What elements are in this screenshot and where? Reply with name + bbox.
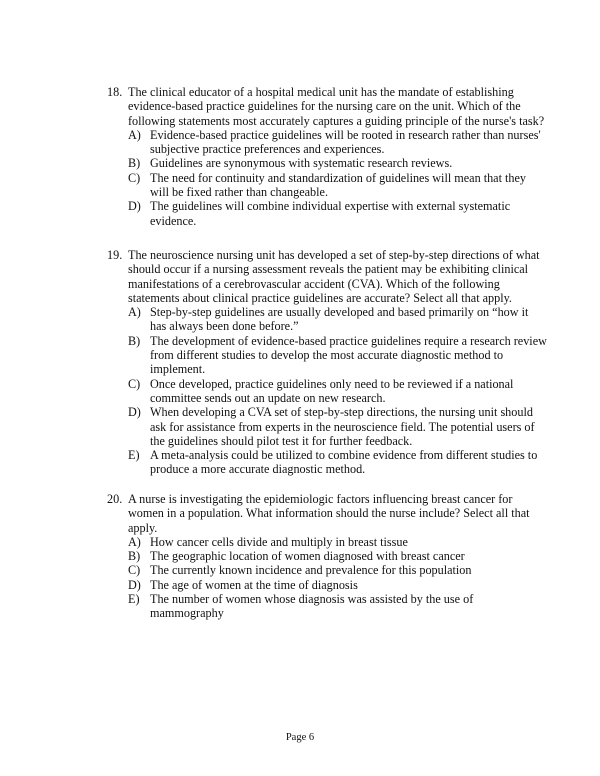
option-letter: B): [128, 156, 141, 171]
option-letter: E): [128, 592, 140, 607]
option-text: Once developed, practice guidelines only need to be reviewed if a national committee sends out an update on new research.: [150, 376, 514, 405]
option-letter: E): [128, 448, 140, 463]
option-letter: D): [128, 199, 141, 214]
option-text: Guidelines are synonymous with systematic research reviews.: [150, 156, 453, 171]
option-text: A meta-analysis could be utilized to combine evidence from different studies to produce a more accurate diagnostic method.: [150, 448, 538, 477]
question-stem: [107, 85, 547, 128]
option-d: [107, 578, 547, 592]
option-letter: B): [128, 549, 141, 564]
option-letter: A): [128, 305, 141, 320]
option-b: [107, 156, 547, 170]
question-number: 20.: [107, 492, 123, 506]
option-text: Step-by-step guidelines are usually developed and based primarily on “how it has always been done before.”: [150, 305, 529, 334]
option-letter: D): [128, 577, 141, 592]
option-letter: C): [128, 170, 141, 185]
question-stem: [107, 492, 547, 535]
option-letter: A): [128, 534, 141, 549]
question-text: A nurse is investigating the epidemiologic factors influencing breast cancer for women in a population. What information should the nurse include? Select all that apply.: [128, 492, 530, 535]
option-d: [107, 199, 547, 228]
option-a: [107, 128, 547, 157]
option-text: How cancer cells divide and multiply in breast tissue: [150, 534, 408, 549]
option-letter: A): [128, 127, 141, 142]
option-text: The geographic location of women diagnosed with breast cancer: [150, 549, 465, 564]
option-letter: D): [128, 405, 141, 420]
option-b: [107, 549, 547, 563]
option-text: The need for continuity and standardization of guidelines will mean that they will be fixed rather than changeable.: [150, 170, 527, 200]
option-c: [107, 171, 547, 200]
option-d: [107, 405, 547, 448]
option-letter: C): [128, 376, 141, 391]
option-text: The currently known incidence and prevalence for this population: [150, 563, 472, 578]
question-19: [107, 248, 547, 477]
option-e: [107, 592, 547, 621]
option-c: [107, 563, 547, 577]
option-c: [107, 377, 547, 406]
question-number: 18.: [107, 85, 123, 99]
question-number: 19.: [107, 248, 123, 262]
option-text: The guidelines will combine individual expertise with external systematic evidence.: [150, 199, 511, 228]
question-text: The clinical educator of a hospital medical unit has the mandate of establishing evidence-based practice guidelines for the nursing care on the unit. Which of the following statements most accurately captures a guiding principle of the nurse's task?: [128, 85, 545, 128]
option-text: The number of women whose diagnosis was assisted by the use of mammography: [150, 592, 474, 621]
option-a: [107, 535, 547, 549]
option-text: Evidence-based practice guidelines will be rooted in research rather than nurses' subjective practice preferences and experiences.: [150, 127, 541, 157]
page-number: Page 6: [285, 732, 315, 743]
answer-options: [107, 128, 547, 228]
option-a: [107, 305, 547, 334]
option-text: The development of evidence-based practice guidelines require a research review from different studies to develop the most accurate diagnostic method to implement.: [150, 333, 547, 377]
question-stem: [107, 248, 547, 305]
option-text: The age of women at the time of diagnosis: [150, 577, 358, 592]
option-b: [107, 334, 547, 377]
option-text: When developing a CVA set of step-by-step directions, the nursing unit should ask for assistance from experts in the neuroscience field. The potential users of the guidelines should pilot test it for further feedback.: [150, 405, 535, 448]
answer-options: [107, 535, 547, 621]
question-text: The neuroscience nursing unit has developed a set of step-by-step directions of what should occur if a nursing assessment reveals the patient may be exhibiting clinical manifestations of a cerebrovascular accident (CVA). Which of the following statements about clinical practice guidelines are accurate? Select all that apply.: [128, 248, 540, 305]
option-e: [107, 448, 547, 477]
question-20: [107, 492, 547, 621]
option-letter: B): [128, 333, 141, 348]
option-letter: C): [128, 563, 141, 578]
question-18: [107, 85, 547, 228]
answer-options: [107, 305, 547, 477]
